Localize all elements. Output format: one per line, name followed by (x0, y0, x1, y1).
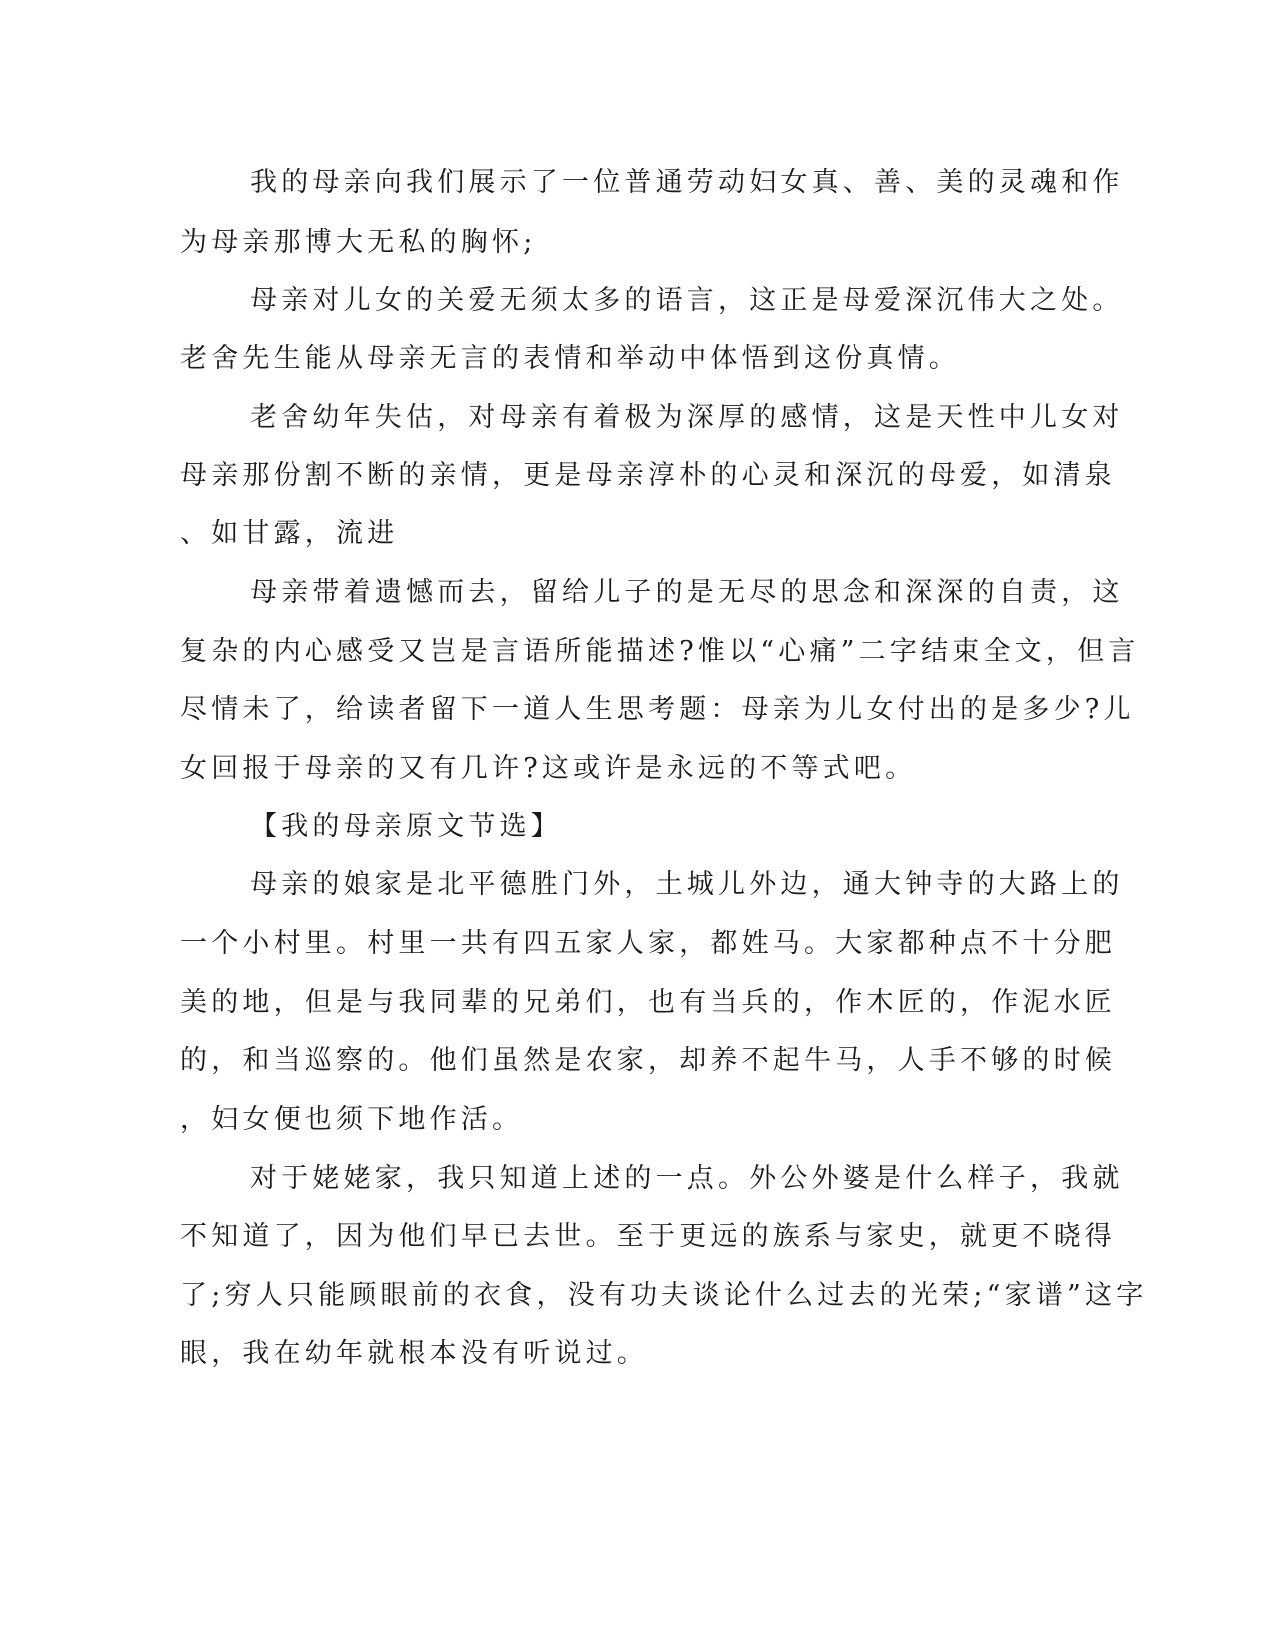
text-line: 老舍幼年失估，对母亲有着极为深厚的感情，这是天性中儿女对 (250, 402, 1124, 433)
text-line: 美的地，但是与我同辈的兄弟们，也有当兵的，作木匠的，作泥水匠 (180, 987, 1116, 1018)
text-line: 我的母亲向我们展示了一位普通劳动妇女真、善、美的灵魂和作 (250, 167, 1124, 198)
text-line: 了;穷人只能顾眼前的衣食，没有功夫谈论什么过去的光荣;“家谱”这字 (180, 1280, 1148, 1311)
text-line: 为母亲那博大无私的胸怀; (180, 227, 537, 258)
text-line: 母亲的娘家是北平德胜门外，土城儿外边，通大钟寺的大路上的 (250, 869, 1124, 900)
text-line: 尽情未了，给读者留下一道人生思考题：母亲为儿女付出的是多少?儿 (180, 694, 1135, 725)
text-line: 母亲那份割不断的亲情，更是母亲淳朴的心灵和深沉的母爱，如清泉 (180, 460, 1116, 491)
text-line: 复杂的内心感受又岂是言语所能描述?惟以“心痛”二字结束全文，但言 (180, 636, 1140, 667)
section-heading: 【我的母亲原文节选】 (250, 811, 562, 842)
text-line: 一个小村里。村里一共有四五家人家，都姓马。大家都种点不十分肥 (180, 928, 1116, 959)
text-line: 老舍先生能从母亲无言的表情和举动中体悟到这份真情。 (180, 343, 960, 374)
text-line: 的，和当巡察的。他们虽然是农家，却养不起牛马，人手不够的时候 (180, 1045, 1116, 1076)
text-line: 母亲带着遗憾而去，留给儿子的是无尽的思念和深深的自责，这 (250, 577, 1124, 608)
text-line: 对于姥姥家，我只知道上述的一点。外公外婆是什么样子，我就 (250, 1163, 1124, 1194)
text-line: 不知道了，因为他们早已去世。至于更远的族系与家史，就更不晓得 (180, 1221, 1116, 1252)
text-line: 眼，我在幼年就根本没有听说过。 (180, 1338, 648, 1369)
text-line: ，妇女便也须下地作活。 (180, 1104, 524, 1135)
text-line: 、如甘露，流进 (180, 518, 399, 549)
text-line: 女回报于母亲的又有几许?这或许是永远的不等式吧。 (180, 753, 917, 784)
text-line: 母亲对儿女的关爱无须太多的语言，这正是母爱深沉伟大之处。 (250, 285, 1124, 316)
